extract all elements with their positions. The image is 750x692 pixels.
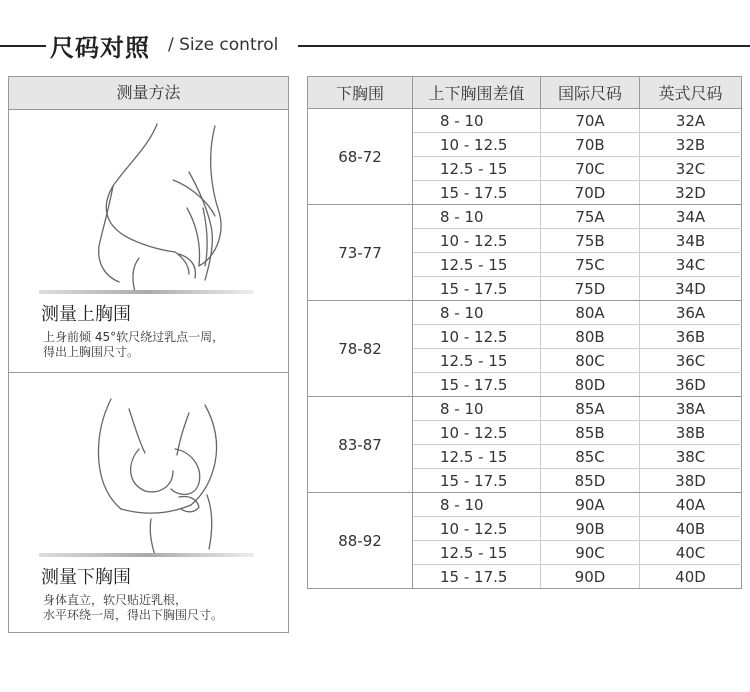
difference-cell: 12.5 - 15 xyxy=(413,253,541,277)
difference-cell: 12.5 - 15 xyxy=(413,445,541,469)
intl-size-cell: 70A xyxy=(541,109,640,133)
difference-cell: 10 - 12.5 xyxy=(413,325,541,349)
uk-size-cell: 34B xyxy=(640,229,742,253)
table-row xyxy=(308,397,742,421)
under-bust-description: 身体直立，软尺贴近乳根， 水平环绕一周，得出下胸围尺寸。 xyxy=(43,593,224,622)
upper-bust-illustration xyxy=(39,116,259,294)
intl-size-cell: 75A xyxy=(541,205,640,229)
uk-size-cell: 32B xyxy=(640,133,742,157)
difference-cell: 12.5 - 15 xyxy=(413,349,541,373)
under-bust-title: 测量下胸围 xyxy=(41,567,131,588)
upper-bust-title: 测量上胸围 xyxy=(41,304,131,325)
uk-size-cell: 32C xyxy=(640,157,742,181)
intl-size-cell: 80A xyxy=(541,301,640,325)
underbust-cell: 78-82 xyxy=(308,301,413,397)
intl-size-cell: 85C xyxy=(541,445,640,469)
difference-cell: 8 - 10 xyxy=(413,109,541,133)
intl-size-cell: 70B xyxy=(541,133,640,157)
uk-size-cell: 40B xyxy=(640,517,742,541)
uk-size-cell: 34D xyxy=(640,277,742,301)
uk-size-cell: 32D xyxy=(640,181,742,205)
intl-size-cell: 90D xyxy=(541,565,640,589)
intl-size-cell: 75C xyxy=(541,253,640,277)
title-rule-left xyxy=(0,45,46,47)
underbust-cell: 88-92 xyxy=(308,493,413,589)
difference-cell: 8 - 10 xyxy=(413,205,541,229)
difference-cell: 10 - 12.5 xyxy=(413,517,541,541)
uk-size-cell: 36D xyxy=(640,373,742,397)
intl-size-cell: 80D xyxy=(541,373,640,397)
difference-cell: 15 - 17.5 xyxy=(413,181,541,205)
uk-size-cell: 36A xyxy=(640,301,742,325)
method-under-bust xyxy=(9,373,288,632)
intl-size-cell: 85D xyxy=(541,469,640,493)
table-row xyxy=(308,493,742,517)
uk-size-cell: 38C xyxy=(640,445,742,469)
upper-bust-figure-icon xyxy=(39,116,259,294)
difference-cell: 10 - 12.5 xyxy=(413,421,541,445)
uk-size-cell: 34A xyxy=(640,205,742,229)
underbust-cell: 83-87 xyxy=(308,397,413,493)
uk-size-cell: 38D xyxy=(640,469,742,493)
under-bust-figure-icon xyxy=(39,379,259,557)
difference-cell: 15 - 17.5 xyxy=(413,277,541,301)
size-chart-table xyxy=(307,76,742,589)
intl-size-cell: 90B xyxy=(541,517,640,541)
page-title: 尺码对照 xyxy=(50,34,150,62)
difference-cell: 15 - 17.5 xyxy=(413,373,541,397)
difference-cell: 15 - 17.5 xyxy=(413,469,541,493)
under-bust-illustration xyxy=(39,379,259,557)
uk-size-cell: 40D xyxy=(640,565,742,589)
intl-size-cell: 90C xyxy=(541,541,640,565)
table-row xyxy=(308,205,742,229)
intl-size-cell: 70D xyxy=(541,181,640,205)
intl-size-cell: 85A xyxy=(541,397,640,421)
difference-cell: 15 - 17.5 xyxy=(413,565,541,589)
upper-bust-description: 上身前倾 45°软尺绕过乳点一周， 得出上胸围尺寸。 xyxy=(43,330,225,359)
uk-size-cell: 38A xyxy=(640,397,742,421)
table-header-row xyxy=(308,77,742,109)
page-header xyxy=(0,28,750,64)
intl-size-cell: 75D xyxy=(541,277,640,301)
difference-cell: 10 - 12.5 xyxy=(413,229,541,253)
measurement-method-panel xyxy=(8,76,289,633)
difference-cell: 12.5 - 15 xyxy=(413,157,541,181)
uk-size-cell: 38B xyxy=(640,421,742,445)
table-row xyxy=(308,301,742,325)
col-header-uk-size: 英式尺码 xyxy=(640,77,742,109)
intl-size-cell: 80B xyxy=(541,325,640,349)
table-row xyxy=(308,109,742,133)
uk-size-cell: 32A xyxy=(640,109,742,133)
uk-size-cell: 36C xyxy=(640,349,742,373)
difference-cell: 12.5 - 15 xyxy=(413,541,541,565)
underbust-cell: 73-77 xyxy=(308,205,413,301)
title-rule-right xyxy=(298,45,750,47)
intl-size-cell: 85B xyxy=(541,421,640,445)
page-subtitle: / Size control xyxy=(168,35,279,55)
underbust-cell: 68-72 xyxy=(308,109,413,205)
method-panel-header: 测量方法 xyxy=(9,77,288,110)
difference-cell: 8 - 10 xyxy=(413,397,541,421)
uk-size-cell: 34C xyxy=(640,253,742,277)
intl-size-cell: 80C xyxy=(541,349,640,373)
uk-size-cell: 40A xyxy=(640,493,742,517)
difference-cell: 10 - 12.5 xyxy=(413,133,541,157)
intl-size-cell: 75B xyxy=(541,229,640,253)
intl-size-cell: 70C xyxy=(541,157,640,181)
intl-size-cell: 90A xyxy=(541,493,640,517)
col-header-intl-size: 国际尺码 xyxy=(541,77,640,109)
difference-cell: 8 - 10 xyxy=(413,493,541,517)
difference-cell: 8 - 10 xyxy=(413,301,541,325)
uk-size-cell: 40C xyxy=(640,541,742,565)
method-upper-bust xyxy=(9,110,288,373)
col-header-difference: 上下胸围差值 xyxy=(413,77,541,109)
uk-size-cell: 36B xyxy=(640,325,742,349)
col-header-underbust: 下胸围 xyxy=(308,77,413,109)
